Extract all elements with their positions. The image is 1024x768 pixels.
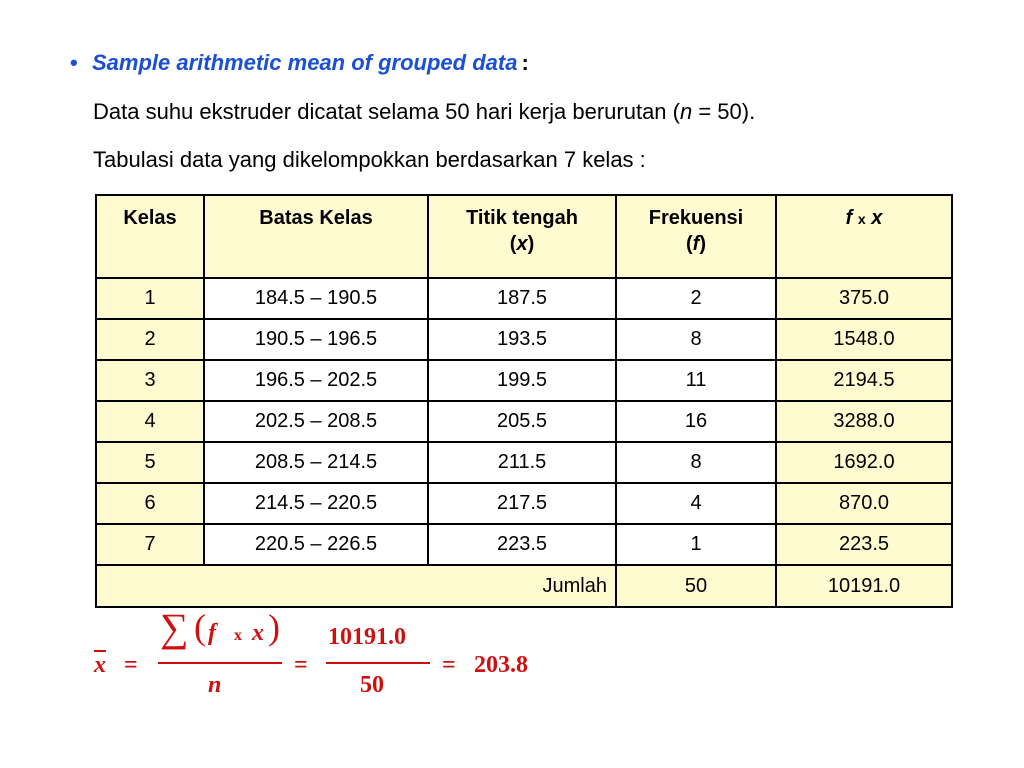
- fraction-bar-2: [326, 662, 430, 664]
- table-row: [96, 442, 952, 483]
- cell-titik-tengah: 187.5: [428, 278, 616, 319]
- cell-frekuensi: 8: [616, 319, 776, 360]
- cell-f-times-x: 375.0: [776, 278, 952, 319]
- cell-f-times-x: 3288.0: [776, 401, 952, 442]
- table-row: [96, 278, 952, 319]
- cell-kelas: 1: [96, 278, 204, 319]
- bullet-heading: [70, 50, 529, 76]
- table-footer-row: [96, 565, 952, 607]
- cell-f-times-x: 1692.0: [776, 442, 952, 483]
- header-titik-tengah: Titik tengah (x): [428, 195, 616, 278]
- cell-kelas: 7: [96, 524, 204, 565]
- cell-kelas: 3: [96, 360, 204, 401]
- intro-text-a: Data suhu ekstruder dicatat selama 50 hari kerja berurutan (: [93, 99, 680, 124]
- table-row: [96, 319, 952, 360]
- cell-frekuensi: 11: [616, 360, 776, 401]
- numerator-x: x: [252, 620, 264, 646]
- cell-titik-tengah: 211.5: [428, 442, 616, 483]
- cell-batas-kelas: 202.5 – 208.5: [204, 401, 428, 442]
- equals-3: =: [442, 652, 456, 678]
- intro-line-1: [93, 99, 755, 125]
- equals-2: =: [294, 652, 308, 678]
- heading-colon: :: [521, 50, 529, 75]
- heading-title: Sample arithmetic mean of grouped data: [92, 50, 518, 75]
- fraction-bar-1: [158, 662, 282, 664]
- cell-titik-tengah: 199.5: [428, 360, 616, 401]
- sigma-icon: ∑: [160, 605, 189, 650]
- numerator-value: 10191.0: [328, 624, 406, 650]
- cell-batas-kelas: 190.5 – 196.5: [204, 319, 428, 360]
- cell-frekuensi: 1: [616, 524, 776, 565]
- denominator-n: n: [208, 672, 222, 698]
- cell-frekuensi: 2: [616, 278, 776, 319]
- cell-frekuensi: 4: [616, 483, 776, 524]
- cell-frekuensi: 16: [616, 401, 776, 442]
- cell-batas-kelas: 214.5 – 220.5: [204, 483, 428, 524]
- cell-titik-tengah: 205.5: [428, 401, 616, 442]
- header-frekuensi: Frekuensi (f): [616, 195, 776, 278]
- cell-batas-kelas: 196.5 – 202.5: [204, 360, 428, 401]
- footer-frek-total: 50: [616, 565, 776, 607]
- cell-f-times-x: 870.0: [776, 483, 952, 524]
- cell-batas-kelas: 220.5 – 226.5: [204, 524, 428, 565]
- intro-var-n: n: [679, 99, 693, 124]
- bullet-icon: •: [70, 50, 78, 75]
- cell-kelas: 5: [96, 442, 204, 483]
- cell-kelas: 4: [96, 401, 204, 442]
- table-row: [96, 524, 952, 565]
- table-header-row: [96, 195, 952, 278]
- mean-formula: [90, 605, 590, 712]
- numerator-times: x: [234, 627, 242, 644]
- table-row: [96, 483, 952, 524]
- intro-line-2: Tabulasi data yang dikelompokkan berdasarkan 7 kelas :: [93, 147, 646, 172]
- intro-text-b: = 50).: [692, 99, 756, 124]
- cell-batas-kelas: 208.5 – 214.5: [204, 442, 428, 483]
- cell-kelas: 2: [96, 319, 204, 360]
- footer-jumlah-label: Jumlah: [96, 565, 616, 607]
- cell-f-times-x: 223.5: [776, 524, 952, 565]
- paren-close: ): [268, 607, 280, 647]
- paren-open: (: [194, 607, 206, 647]
- header-batas-kelas: Batas Kelas: [204, 195, 428, 278]
- cell-f-times-x: 2194.5: [776, 360, 952, 401]
- cell-f-times-x: 1548.0: [776, 319, 952, 360]
- cell-kelas: 6: [96, 483, 204, 524]
- mean-result: 203.8: [474, 652, 528, 678]
- table-row: [96, 401, 952, 442]
- cell-titik-tengah: 223.5: [428, 524, 616, 565]
- mean-symbol: $\overline{x}$: [94, 652, 106, 678]
- cell-titik-tengah: 193.5: [428, 319, 616, 360]
- cell-batas-kelas: 184.5 – 190.5: [204, 278, 428, 319]
- footer-fx-total: 10191.0: [776, 565, 952, 607]
- grouped-data-table: [95, 194, 953, 608]
- table-row: [96, 360, 952, 401]
- numerator-f: f: [208, 620, 216, 646]
- header-f-times-x: f x x: [776, 195, 952, 278]
- equals-1: =: [124, 652, 138, 678]
- header-kelas: Kelas: [96, 195, 204, 278]
- cell-titik-tengah: 217.5: [428, 483, 616, 524]
- cell-frekuensi: 8: [616, 442, 776, 483]
- denominator-value: 50: [360, 672, 384, 698]
